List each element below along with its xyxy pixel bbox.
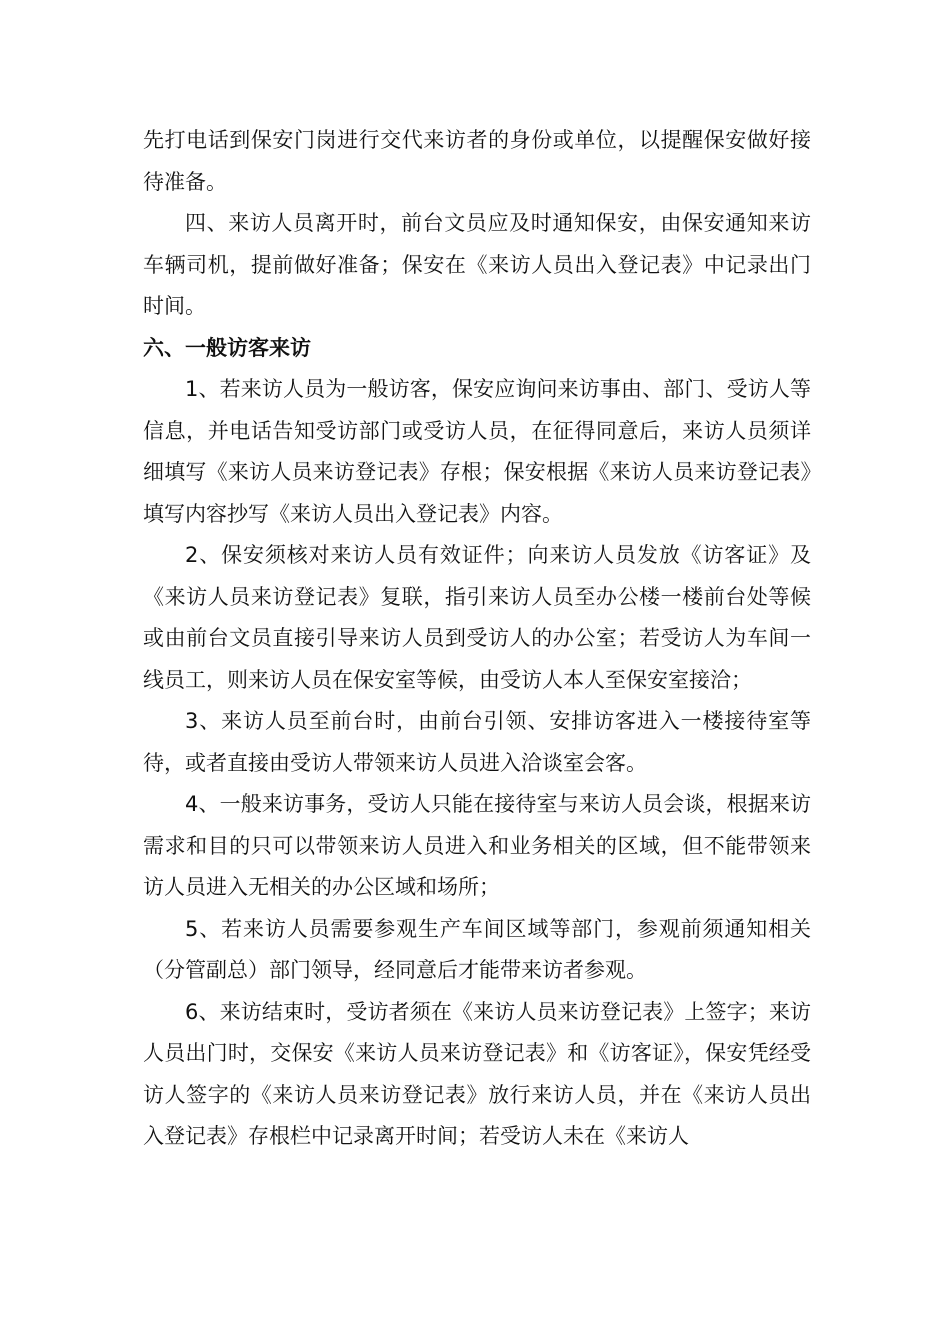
document-page xyxy=(143,120,811,1158)
paragraph-item-4: 4、一般来访事务，受访人只能在接待室与来访人员会谈，根据来访需求和目的只可以带领来访人员进入和业务相关的区域，但不能带领来访人员进入无相关的办公区域和场所； xyxy=(143,792,811,899)
paragraph-visitor-leaving: 四、来访人员离开时，前台文员应及时通知保安，由保安通知来访车辆司机，提前做好准备；保安在《来访人员出入登记表》中记录出门时间。 xyxy=(143,211,811,318)
section-heading-general-visitors: 六、一般访客来访 xyxy=(143,335,311,360)
paragraph-item-2: 2、保安须核对来访人员有效证件；向来访人员发放《访客证》及《来访人员来访登记表》复联，指引来访人员至办公楼一楼前台处等候或由前台文员直接引导来访人员到受访人的办公室；若受访人为车间一线员工，则来访人员在保安室等候，由受访人本人至保安室接洽； xyxy=(143,543,811,692)
paragraph-continuation: 先打电话到保安门岗进行交代来访者的身份或单位，以提醒保安做好接待准备。 xyxy=(143,128,811,194)
paragraph-item-6: 6、来访结束时，受访者须在《来访人员来访登记表》上签字；来访人员出门时，交保安《来访人员来访登记表》和《访客证》，保安凭经受访人签字的《来访人员来访登记表》放行来访人员，并在《来访人员出入登记表》存根栏中记录离开时间；若受访人未在《来访人 xyxy=(143,999,811,1148)
paragraph-item-1: 1、若来访人员为一般访客，保安应询问来访事由、部门、受访人等信息，并电话告知受访部门或受访人员，在征得同意后，来访人员须详细填写《来访人员来访登记表》存根；保安根据《来访人员来访登记表》填写内容抄写《来访人员出入登记表》内容。 xyxy=(143,377,811,526)
paragraph-item-5: 5、若来访人员需要参观生产车间区域等部门，参观前须通知相关（分管副总）部门领导，经同意后才能带来访者参观。 xyxy=(143,916,811,982)
paragraph-item-3: 3、来访人员至前台时，由前台引领、安排访客进入一楼接待室等待，或者直接由受访人带领来访人员进入洽谈室会客。 xyxy=(143,709,811,775)
